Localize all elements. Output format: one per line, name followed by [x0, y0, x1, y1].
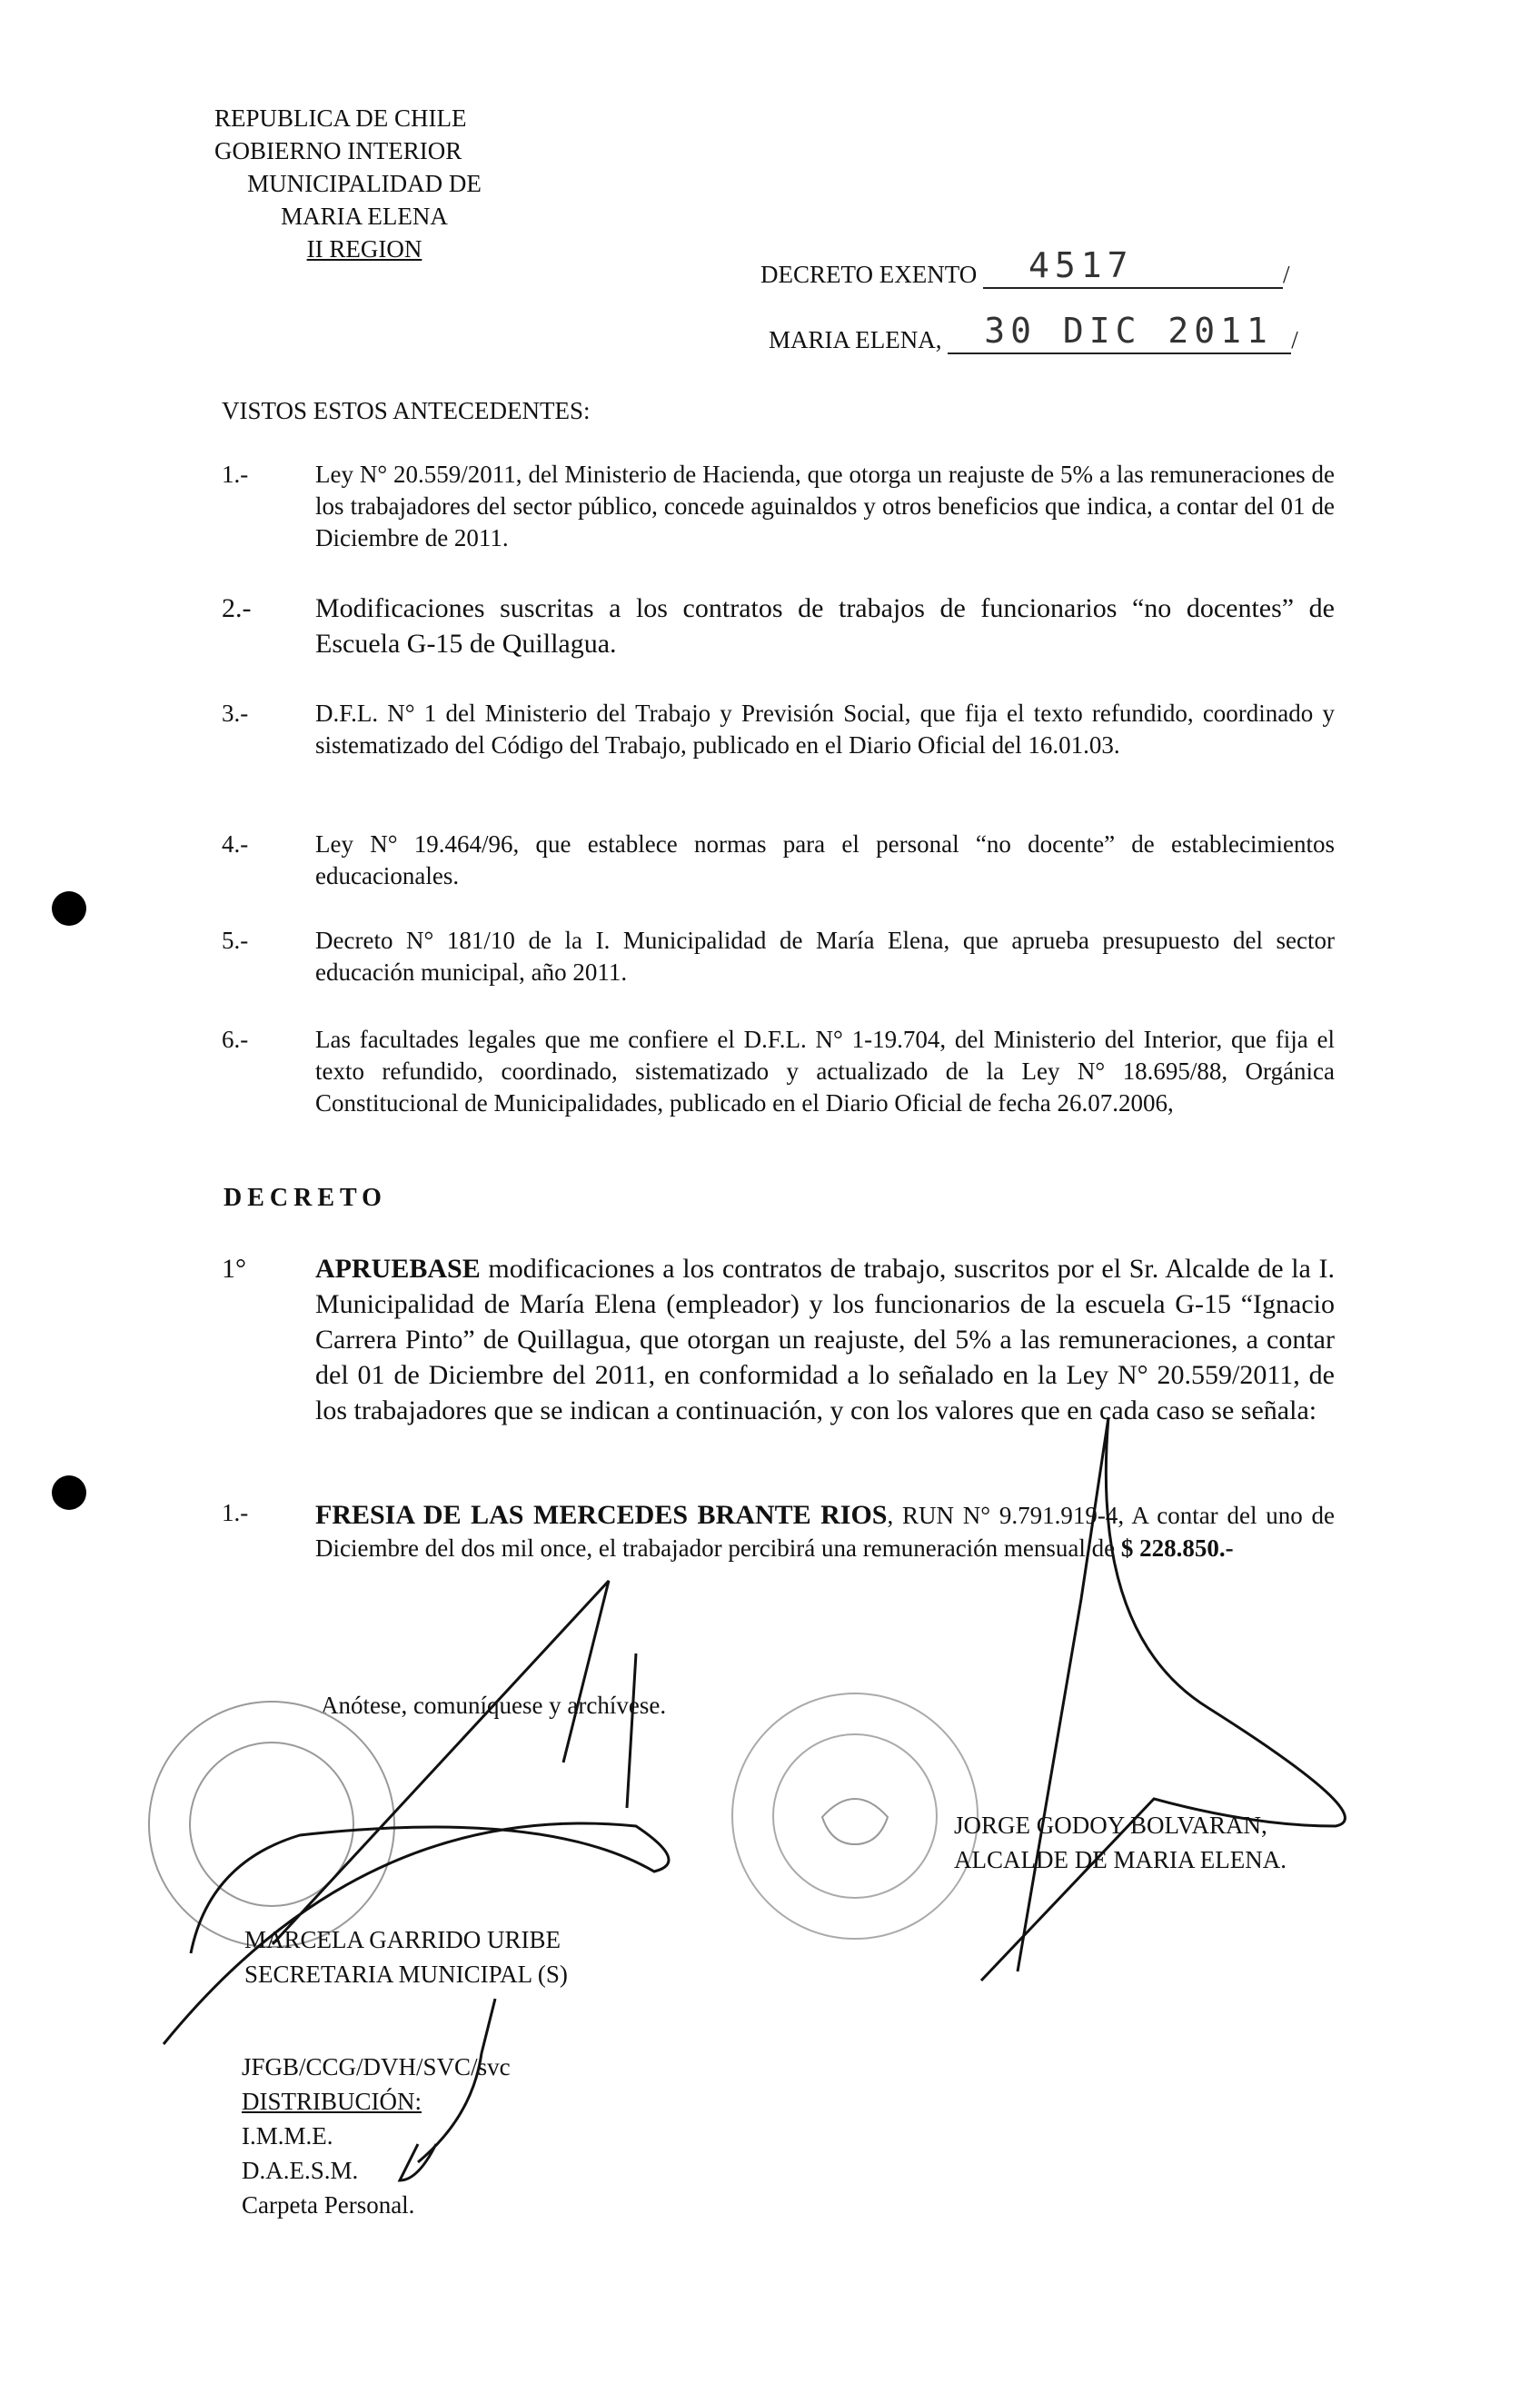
initials: JFGB/CCG/DVH/SVC/svc: [242, 2053, 511, 2080]
item-number: 4.-: [222, 830, 249, 858]
place-label: MARIA ELENA,: [769, 326, 942, 353]
secretary-signature-block: [244, 1922, 568, 1991]
letterhead-line: GOBIERNO INTERIOR: [214, 137, 462, 164]
secretary-name: MARCELA GARRIDO URIBE: [244, 1926, 561, 1953]
letterhead-line: II REGION: [306, 235, 422, 263]
slash: /: [1283, 261, 1290, 288]
mayor-title: ALCALDE DE MARIA ELENA.: [954, 1846, 1287, 1873]
item-number: 6.-: [222, 1026, 249, 1053]
decree-label: DECRETO EXENTO: [760, 261, 978, 288]
mayor-signature-block: [954, 1808, 1287, 1877]
distribution-title: DISTRIBUCIÓN:: [242, 2088, 422, 2115]
item-text: Ley N° 20.559/2011, del Ministerio de Hacienda, que otorga un reajuste de 5% a las remuneraciones de los trabajadores del sector público, concede aguinaldos y otros beneficios que indica, a contar del 01 de Diciembre de 2011.: [315, 461, 1335, 551]
item-text: Ley N° 19.464/96, que establece normas para el personal “no docente” de establecimientos educacionales.: [315, 830, 1335, 889]
letterhead-line: MARIA ELENA: [281, 203, 448, 230]
worker-text: , RUN N° 9.791.919-4, A contar del uno de Diciembre del dos mil once, el trabajador percibirá una remuneración mensual de: [315, 1502, 1335, 1562]
item-text: Las facultades legales que me confiere el D.F.L. N° 1-19.704, del Ministerio del Interior, que fija el texto refundido, coordinado, sistematizado y actualizado de la Ley N° 18.695/88, Orgánica Constitucional de Municipalidades, publicado en el Diario Oficial de fecha 26.07.2006,: [315, 1026, 1335, 1117]
vistos-title: VISTOS ESTOS ANTECEDENTES:: [222, 397, 591, 424]
article-keyword: APRUEBASE: [315, 1254, 481, 1284]
secretary-stamp: [149, 1702, 394, 1947]
mayor-stamp: [732, 1693, 978, 1939]
letterhead-line: REPUBLICA DE CHILE: [214, 104, 467, 132]
letterhead-line: MUNICIPALIDAD DE: [247, 170, 482, 197]
distribution-item: I.M.M.E.: [242, 2122, 333, 2150]
decreto-heading: DECRETO: [224, 1184, 387, 1212]
worker-name: FRESIA DE LAS MERCEDES BRANTE RIOS: [315, 1500, 888, 1530]
decree-number: 4517: [1028, 245, 1134, 285]
closing-text: Anótese, comuníquese y archívese.: [321, 1692, 667, 1719]
item-text: Modificaciones suscritas a los contratos de trabajos de funcionarios “no docentes” de Escuela G-15 de Quillagua.: [315, 593, 1335, 659]
slash: /: [1291, 326, 1298, 353]
mayor-name: JORGE GODOY BOLVARAN,: [954, 1812, 1267, 1839]
item-number: 1.-: [222, 461, 249, 488]
article-number: 1°: [222, 1254, 246, 1284]
distribution-item: Carpeta Personal.: [242, 2191, 415, 2219]
item-number: 1.-: [222, 1499, 249, 1526]
item-number: 5.-: [222, 927, 249, 954]
item-number: 2.-: [222, 593, 252, 623]
secretary-title: SECRETARIA MUNICIPAL (S): [244, 1961, 568, 1988]
salary-amount: $ 228.850.-: [1120, 1534, 1234, 1562]
distribution-item: D.A.E.S.M.: [242, 2157, 359, 2184]
decree-date: 30 DIC 2011: [984, 311, 1273, 351]
article-text: modificaciones a los contratos de trabajo, suscritos por el Sr. Alcalde de la I. Municipalidad de María Elena (empleador) y los funcionarios de la escuela G-15 “Ignacio Carrera Pinto” de Quillagua, que otorgan un reajuste, del 5% a las remuneraciones, a contar del 01 de Diciembre del 2011, en conformidad a lo señalado en la Ley N° 20.559/2011, de los trabajadores que se indican a continuación, y con los valores que en cada caso se señala:: [315, 1254, 1335, 1425]
item-text: D.F.L. N° 1 del Ministerio del Trabajo y Previsión Social, que fija el texto refundido, coordinado y sistematizado del Código del Trabajo, publicado en el Diario Oficial del 16.01.03.: [315, 700, 1335, 759]
item-text: Decreto N° 181/10 de la I. Municipalidad de María Elena, que aprueba presupuesto del sector educación municipal, año 2011.: [315, 927, 1335, 986]
distribution-block: [242, 2050, 511, 2222]
item-number: 3.-: [222, 700, 249, 727]
